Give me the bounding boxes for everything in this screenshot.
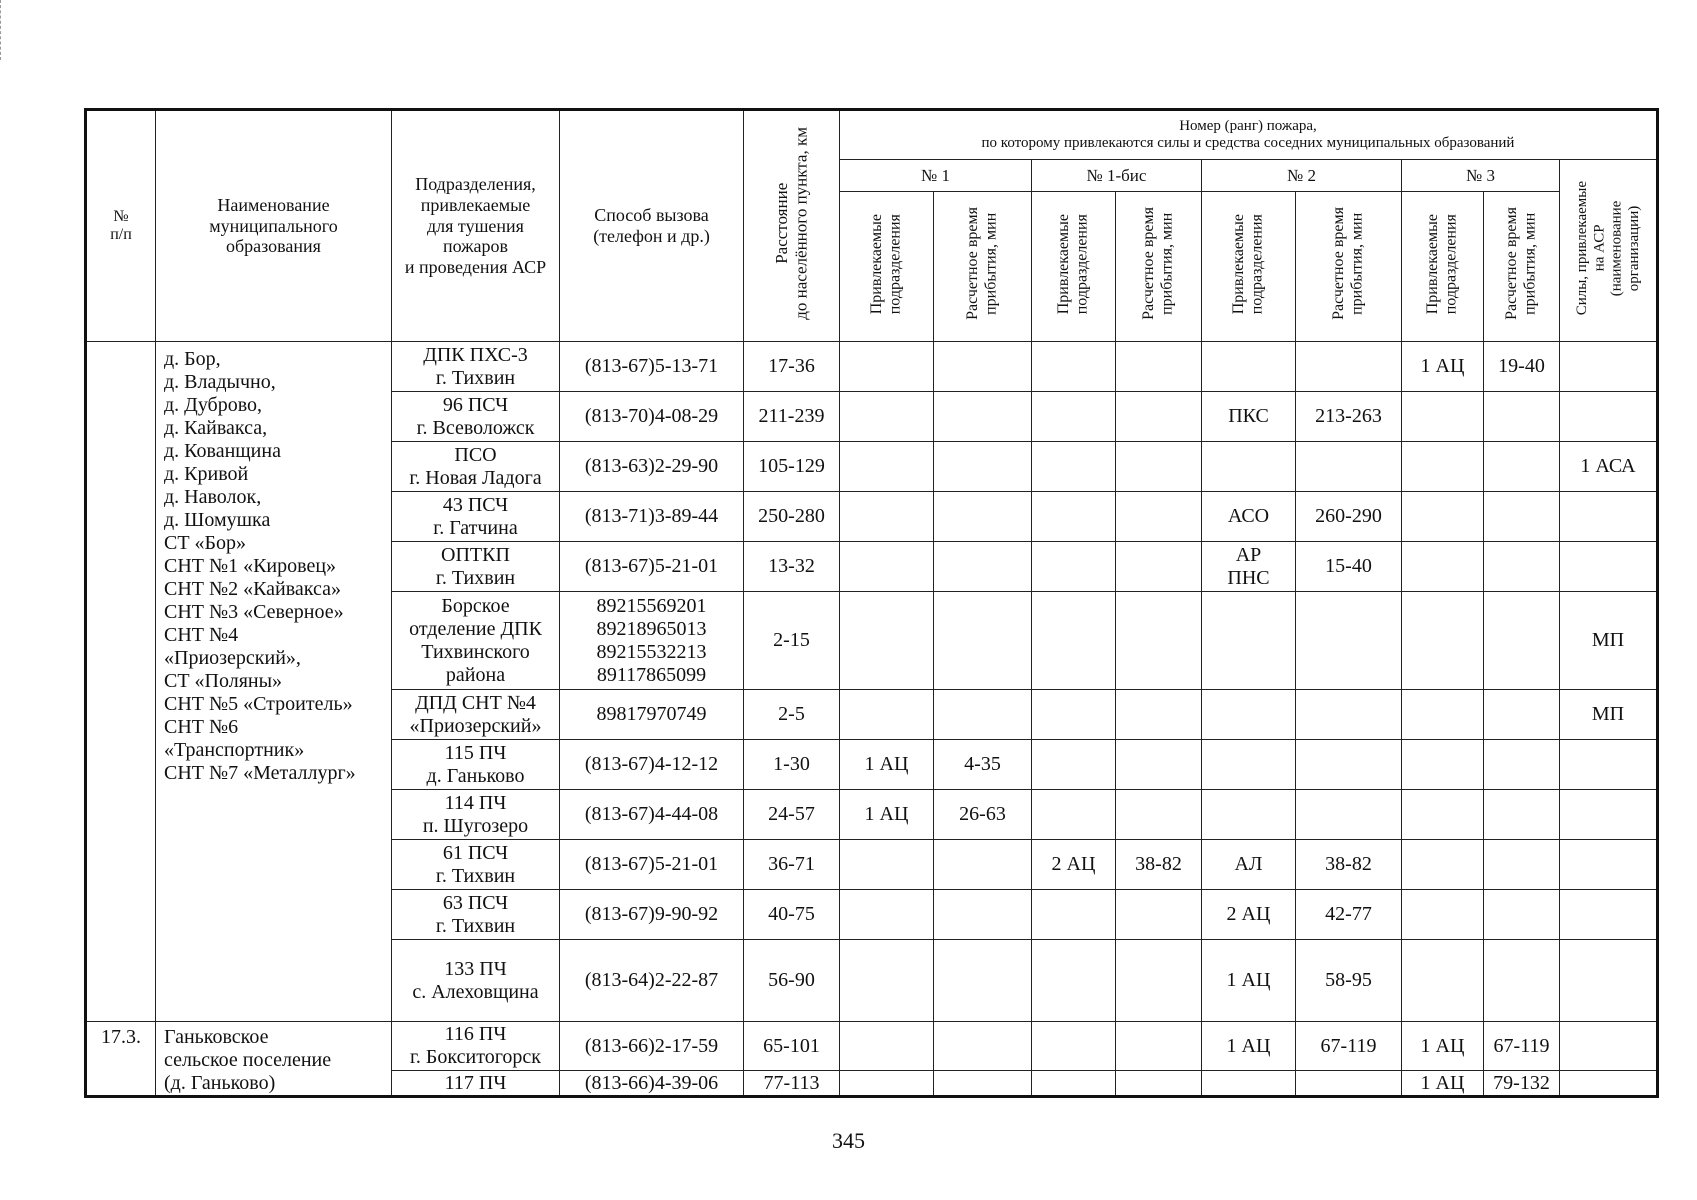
header-rank1: № 1 (840, 160, 1032, 192)
value-cell-r3u: 1 АЦ (1402, 342, 1484, 392)
value-cell-r3t (1484, 392, 1560, 442)
call-cell: (813-66)2-17-59 (560, 1022, 744, 1071)
distance-cell: 36-71 (744, 840, 840, 890)
value-cell-r1u (840, 542, 934, 592)
value-cell-r1u (840, 1022, 934, 1071)
value-cell-r1u (840, 1071, 934, 1097)
distance-cell: 65-101 (744, 1022, 840, 1071)
value-cell-r3t (1484, 442, 1560, 492)
value-cell-r2u: АСО (1202, 492, 1296, 542)
unit-cell: 61 ПСЧ г. Тихвин (392, 840, 560, 890)
value-cell-r2u: 2 АЦ (1202, 890, 1296, 940)
place-name: д. Бор, (164, 348, 221, 370)
place-name: СНТ №6 (164, 716, 239, 738)
distance-cell: 1-30 (744, 740, 840, 790)
call-cell: (813-67)5-21-01 (560, 840, 744, 890)
section-num-cell: 17.3. (86, 1022, 156, 1097)
place-name: д. Кованщина (164, 440, 281, 462)
value-cell-r1u (840, 442, 934, 492)
header-name: Наименование муниципального образования (156, 110, 392, 342)
table-row (86, 1022, 1658, 1071)
value-cell-asr: МП (1560, 690, 1658, 740)
value-cell-r1t (934, 342, 1032, 392)
value-cell-r2u (1202, 690, 1296, 740)
place-name: СНТ №2 «Кайвакса» (164, 578, 342, 600)
value-cell-r2t: 58-95 (1296, 940, 1402, 1022)
value-cell-r2t (1296, 342, 1402, 392)
value-cell-r1t (934, 442, 1032, 492)
header-r1-time: Расчетное время прибытия, мин (934, 192, 1032, 342)
value-cell-r3t (1484, 542, 1560, 592)
value-cell-r3u (1402, 690, 1484, 740)
unit-cell: 114 ПЧ п. Шугозеро (392, 790, 560, 840)
value-cell-r3u: 1 АЦ (1402, 1022, 1484, 1071)
value-cell-r1t (934, 492, 1032, 542)
value-cell-r1t: 4-35 (934, 740, 1032, 790)
value-cell-r2u: АЛ (1202, 840, 1296, 890)
value-cell-r3t (1484, 492, 1560, 542)
unit-cell: 133 ПЧ с. Алеховщина (392, 940, 560, 1022)
header-rank-title: Номер (ранг) пожара, по которому привлекаются силы и средства соседних муниципальных образований (840, 110, 1658, 160)
value-cell-r2t (1296, 790, 1402, 840)
value-cell-r2u (1202, 790, 1296, 840)
value-cell-r1u (840, 392, 934, 442)
value-cell-r1bt (1116, 542, 1202, 592)
value-cell-r1bu (1032, 740, 1116, 790)
distance-cell: 2-15 (744, 592, 840, 690)
value-cell-asr (1560, 1022, 1658, 1071)
place-name: СНТ №5 «Строитель» (164, 693, 353, 715)
value-cell-r1bu (1032, 442, 1116, 492)
value-cell-r3u (1402, 392, 1484, 442)
value-cell-r1bt (1116, 1022, 1202, 1071)
call-cell: (813-67)4-12-12 (560, 740, 744, 790)
place-name: д. Шомушка (164, 509, 271, 531)
value-cell-r2u (1202, 442, 1296, 492)
value-cell-r1bt (1116, 790, 1202, 840)
header-row-1 (86, 110, 1658, 160)
value-cell-r1u: 1 АЦ (840, 740, 934, 790)
table-row (86, 342, 1658, 392)
value-cell-r1t (934, 940, 1032, 1022)
distance-cell: 13-32 (744, 542, 840, 592)
value-cell-r2t (1296, 690, 1402, 740)
value-cell-r1t (934, 690, 1032, 740)
call-cell: (813-70)4-08-29 (560, 392, 744, 442)
value-cell-r1bu (1032, 1071, 1116, 1097)
value-cell-r3u (1402, 592, 1484, 690)
value-cell-r2t: 67-119 (1296, 1022, 1402, 1071)
value-cell-r3t (1484, 840, 1560, 890)
distance-cell: 24-57 (744, 790, 840, 840)
header-num: № п/п (86, 110, 156, 342)
value-cell-r2t: 38-82 (1296, 840, 1402, 890)
value-cell-r3u (1402, 442, 1484, 492)
value-cell-r2u: 1 АЦ (1202, 1022, 1296, 1071)
value-cell-r1u (840, 492, 934, 542)
value-cell-r3u: 1 АЦ (1402, 1071, 1484, 1097)
value-cell-r3u (1402, 542, 1484, 592)
value-cell-r1bt (1116, 492, 1202, 542)
place-name: д. Кривой (164, 463, 249, 485)
place-name: «Транспортник» (164, 739, 305, 761)
value-cell-r2t: 260-290 (1296, 492, 1402, 542)
value-cell-r1bt (1116, 940, 1202, 1022)
fire-resources-table (84, 108, 1659, 1098)
distance-cell: 105-129 (744, 442, 840, 492)
value-cell-asr (1560, 790, 1658, 840)
header-distance: Расстояние до населённого пункта, км (744, 110, 840, 342)
value-cell-r1bu (1032, 592, 1116, 690)
unit-cell: 43 ПСЧ г. Гатчина (392, 492, 560, 542)
distance-cell: 40-75 (744, 890, 840, 940)
value-cell-r3t (1484, 940, 1560, 1022)
distance-cell: 2-5 (744, 690, 840, 740)
value-cell-r1u (840, 690, 934, 740)
place-name: СНТ №1 «Кировец» (164, 555, 337, 577)
value-cell-r2u (1202, 740, 1296, 790)
place-name: д. Владычно, (164, 371, 276, 393)
call-cell: (813-63)2-29-90 (560, 442, 744, 492)
value-cell-asr: 1 АСА (1560, 442, 1658, 492)
value-cell-r1bt (1116, 690, 1202, 740)
value-cell-r1bu (1032, 690, 1116, 740)
value-cell-r1t (934, 1071, 1032, 1097)
header-r1-units: Привлекаемые подразделения (840, 192, 934, 342)
value-cell-r3u (1402, 740, 1484, 790)
value-cell-r1bt (1116, 392, 1202, 442)
value-cell-r1t (934, 592, 1032, 690)
header-r3-time: Расчетное время прибытия, мин (1484, 192, 1560, 342)
value-cell-r2u: 1 АЦ (1202, 940, 1296, 1022)
value-cell-r2t: 42-77 (1296, 890, 1402, 940)
value-cell-r2t (1296, 740, 1402, 790)
value-cell-r1bu (1032, 940, 1116, 1022)
call-cell: (813-67)5-21-01 (560, 542, 744, 592)
unit-cell: Борское отделение ДПК Тихвинского района (392, 592, 560, 690)
value-cell-r1bu (1032, 342, 1116, 392)
value-cell-r3u (1402, 840, 1484, 890)
value-cell-r2u (1202, 592, 1296, 690)
distance-cell: 77-113 (744, 1071, 840, 1097)
value-cell-r1t (934, 542, 1032, 592)
value-cell-r2u (1202, 1071, 1296, 1097)
value-cell-r2t: 213-263 (1296, 392, 1402, 442)
value-cell-r3t (1484, 890, 1560, 940)
value-cell-asr (1560, 940, 1658, 1022)
unit-cell: 96 ПСЧ г. Всеволожск (392, 392, 560, 442)
call-cell: 89215569201 89218965013 89215532213 89117865099 (560, 592, 744, 690)
place-name: СНТ №4 (164, 624, 239, 646)
header-call: Способ вызова (телефон и др.) (560, 110, 744, 342)
header-units: Подразделения, привлекаемые для тушения пожаров и проведения АСР (392, 110, 560, 342)
header-rank2: № 2 (1202, 160, 1402, 192)
section-name-cell: Ганьковское сельское поселение (д. Ганьково) (156, 1022, 392, 1097)
unit-cell: ОПТКП г. Тихвин (392, 542, 560, 592)
unit-cell: ПСО г. Новая Ладога (392, 442, 560, 492)
value-cell-r2t (1296, 592, 1402, 690)
value-cell-r1t (934, 890, 1032, 940)
place-name: «Приозерский», (164, 647, 301, 669)
table-body (86, 342, 1658, 1097)
header-asr: Силы, привлекаемые на АСР (наименование организации) (1560, 160, 1658, 342)
place-name: д. Наволок, (164, 486, 262, 508)
value-cell-r3u (1402, 940, 1484, 1022)
value-cell-r3u (1402, 790, 1484, 840)
distance-cell: 211-239 (744, 392, 840, 442)
value-cell-r1bt (1116, 442, 1202, 492)
value-cell-r3t: 19-40 (1484, 342, 1560, 392)
call-cell: (813-67)9-90-92 (560, 890, 744, 940)
header-r1b-units: Привлекаемые подразделения (1032, 192, 1116, 342)
call-cell: (813-67)5-13-71 (560, 342, 744, 392)
value-cell-asr (1560, 342, 1658, 392)
call-cell: 89817970749 (560, 690, 744, 740)
value-cell-r1bu (1032, 890, 1116, 940)
value-cell-r1u: 1 АЦ (840, 790, 934, 840)
value-cell-r1bu (1032, 492, 1116, 542)
value-cell-asr: МП (1560, 592, 1658, 690)
header-rank1bis: № 1-бис (1032, 160, 1202, 192)
distance-cell: 250-280 (744, 492, 840, 542)
value-cell-r3u (1402, 890, 1484, 940)
unit-cell: 116 ПЧ г. Бокситогорск (392, 1022, 560, 1071)
unit-cell: 115 ПЧ д. Ганьково (392, 740, 560, 790)
value-cell-asr (1560, 840, 1658, 890)
distance-cell: 56-90 (744, 940, 840, 1022)
value-cell-r3t (1484, 740, 1560, 790)
value-cell-r1bt (1116, 342, 1202, 392)
value-cell-asr (1560, 740, 1658, 790)
value-cell-r1u (840, 592, 934, 690)
value-cell-asr (1560, 542, 1658, 592)
places-cell (156, 342, 392, 1022)
header-r3-units: Привлекаемые подразделения (1402, 192, 1484, 342)
call-cell: (813-64)2-22-87 (560, 940, 744, 1022)
value-cell-r3t: 79-132 (1484, 1071, 1560, 1097)
value-cell-r2u: ПКС (1202, 392, 1296, 442)
value-cell-r1bt (1116, 740, 1202, 790)
place-name: СНТ №7 «Металлург» (164, 762, 356, 784)
header-r2-time: Расчетное время прибытия, мин (1296, 192, 1402, 342)
header-r2-units: Привлекаемые подразделения (1202, 192, 1296, 342)
place-name: СТ «Поляны» (164, 670, 283, 692)
unit-cell: ДПК ПХС-3 г. Тихвин (392, 342, 560, 392)
value-cell-asr (1560, 392, 1658, 442)
header-r1b-time: Расчетное время прибытия, мин (1116, 192, 1202, 342)
value-cell-r1bu (1032, 1022, 1116, 1071)
unit-cell: ДПД СНТ №4 «Приозерский» (392, 690, 560, 740)
value-cell-r2t (1296, 442, 1402, 492)
value-cell-r1bu (1032, 542, 1116, 592)
place-name: д. Дуброво, (164, 394, 263, 416)
value-cell-asr (1560, 890, 1658, 940)
value-cell-r2u: АР ПНС (1202, 542, 1296, 592)
value-cell-r2t: 15-40 (1296, 542, 1402, 592)
value-cell-r1u (840, 890, 934, 940)
value-cell-r1bt: 38-82 (1116, 840, 1202, 890)
unit-cell: 63 ПСЧ г. Тихвин (392, 890, 560, 940)
value-cell-r1t (934, 1022, 1032, 1071)
value-cell-r3t: 67-119 (1484, 1022, 1560, 1071)
value-cell-asr (1560, 492, 1658, 542)
value-cell-r1bt (1116, 1071, 1202, 1097)
value-cell-r1u (840, 940, 934, 1022)
distance-cell: 17-36 (744, 342, 840, 392)
value-cell-r1t: 26-63 (934, 790, 1032, 840)
value-cell-r1bu: 2 АЦ (1032, 840, 1116, 890)
value-cell-r1bt (1116, 890, 1202, 940)
value-cell-r1u (840, 840, 934, 890)
scan-artifact (0, 0, 3, 60)
value-cell-r1bt (1116, 592, 1202, 690)
value-cell-r1u (840, 342, 934, 392)
unit-cell: 117 ПЧ (392, 1071, 560, 1097)
value-cell-r3t (1484, 690, 1560, 740)
call-cell: (813-71)3-89-44 (560, 492, 744, 542)
row-num-cell (86, 342, 156, 1022)
place-name: д. Кайвакса, (164, 417, 268, 439)
call-cell: (813-67)4-44-08 (560, 790, 744, 840)
value-cell-r3u (1402, 492, 1484, 542)
place-name: СТ «Бор» (164, 532, 247, 554)
value-cell-r1bu (1032, 790, 1116, 840)
value-cell-r3t (1484, 592, 1560, 690)
header-rank3: № 3 (1402, 160, 1560, 192)
call-cell: (813-66)4-39-06 (560, 1071, 744, 1097)
page-number: 345 (832, 1128, 865, 1153)
place-name: СНТ №3 «Северное» (164, 601, 344, 623)
value-cell-r2u (1202, 342, 1296, 392)
value-cell-asr (1560, 1071, 1658, 1097)
value-cell-r1t (934, 840, 1032, 890)
value-cell-r3t (1484, 790, 1560, 840)
value-cell-r1bu (1032, 392, 1116, 442)
value-cell-r2t (1296, 1071, 1402, 1097)
value-cell-r1t (934, 392, 1032, 442)
